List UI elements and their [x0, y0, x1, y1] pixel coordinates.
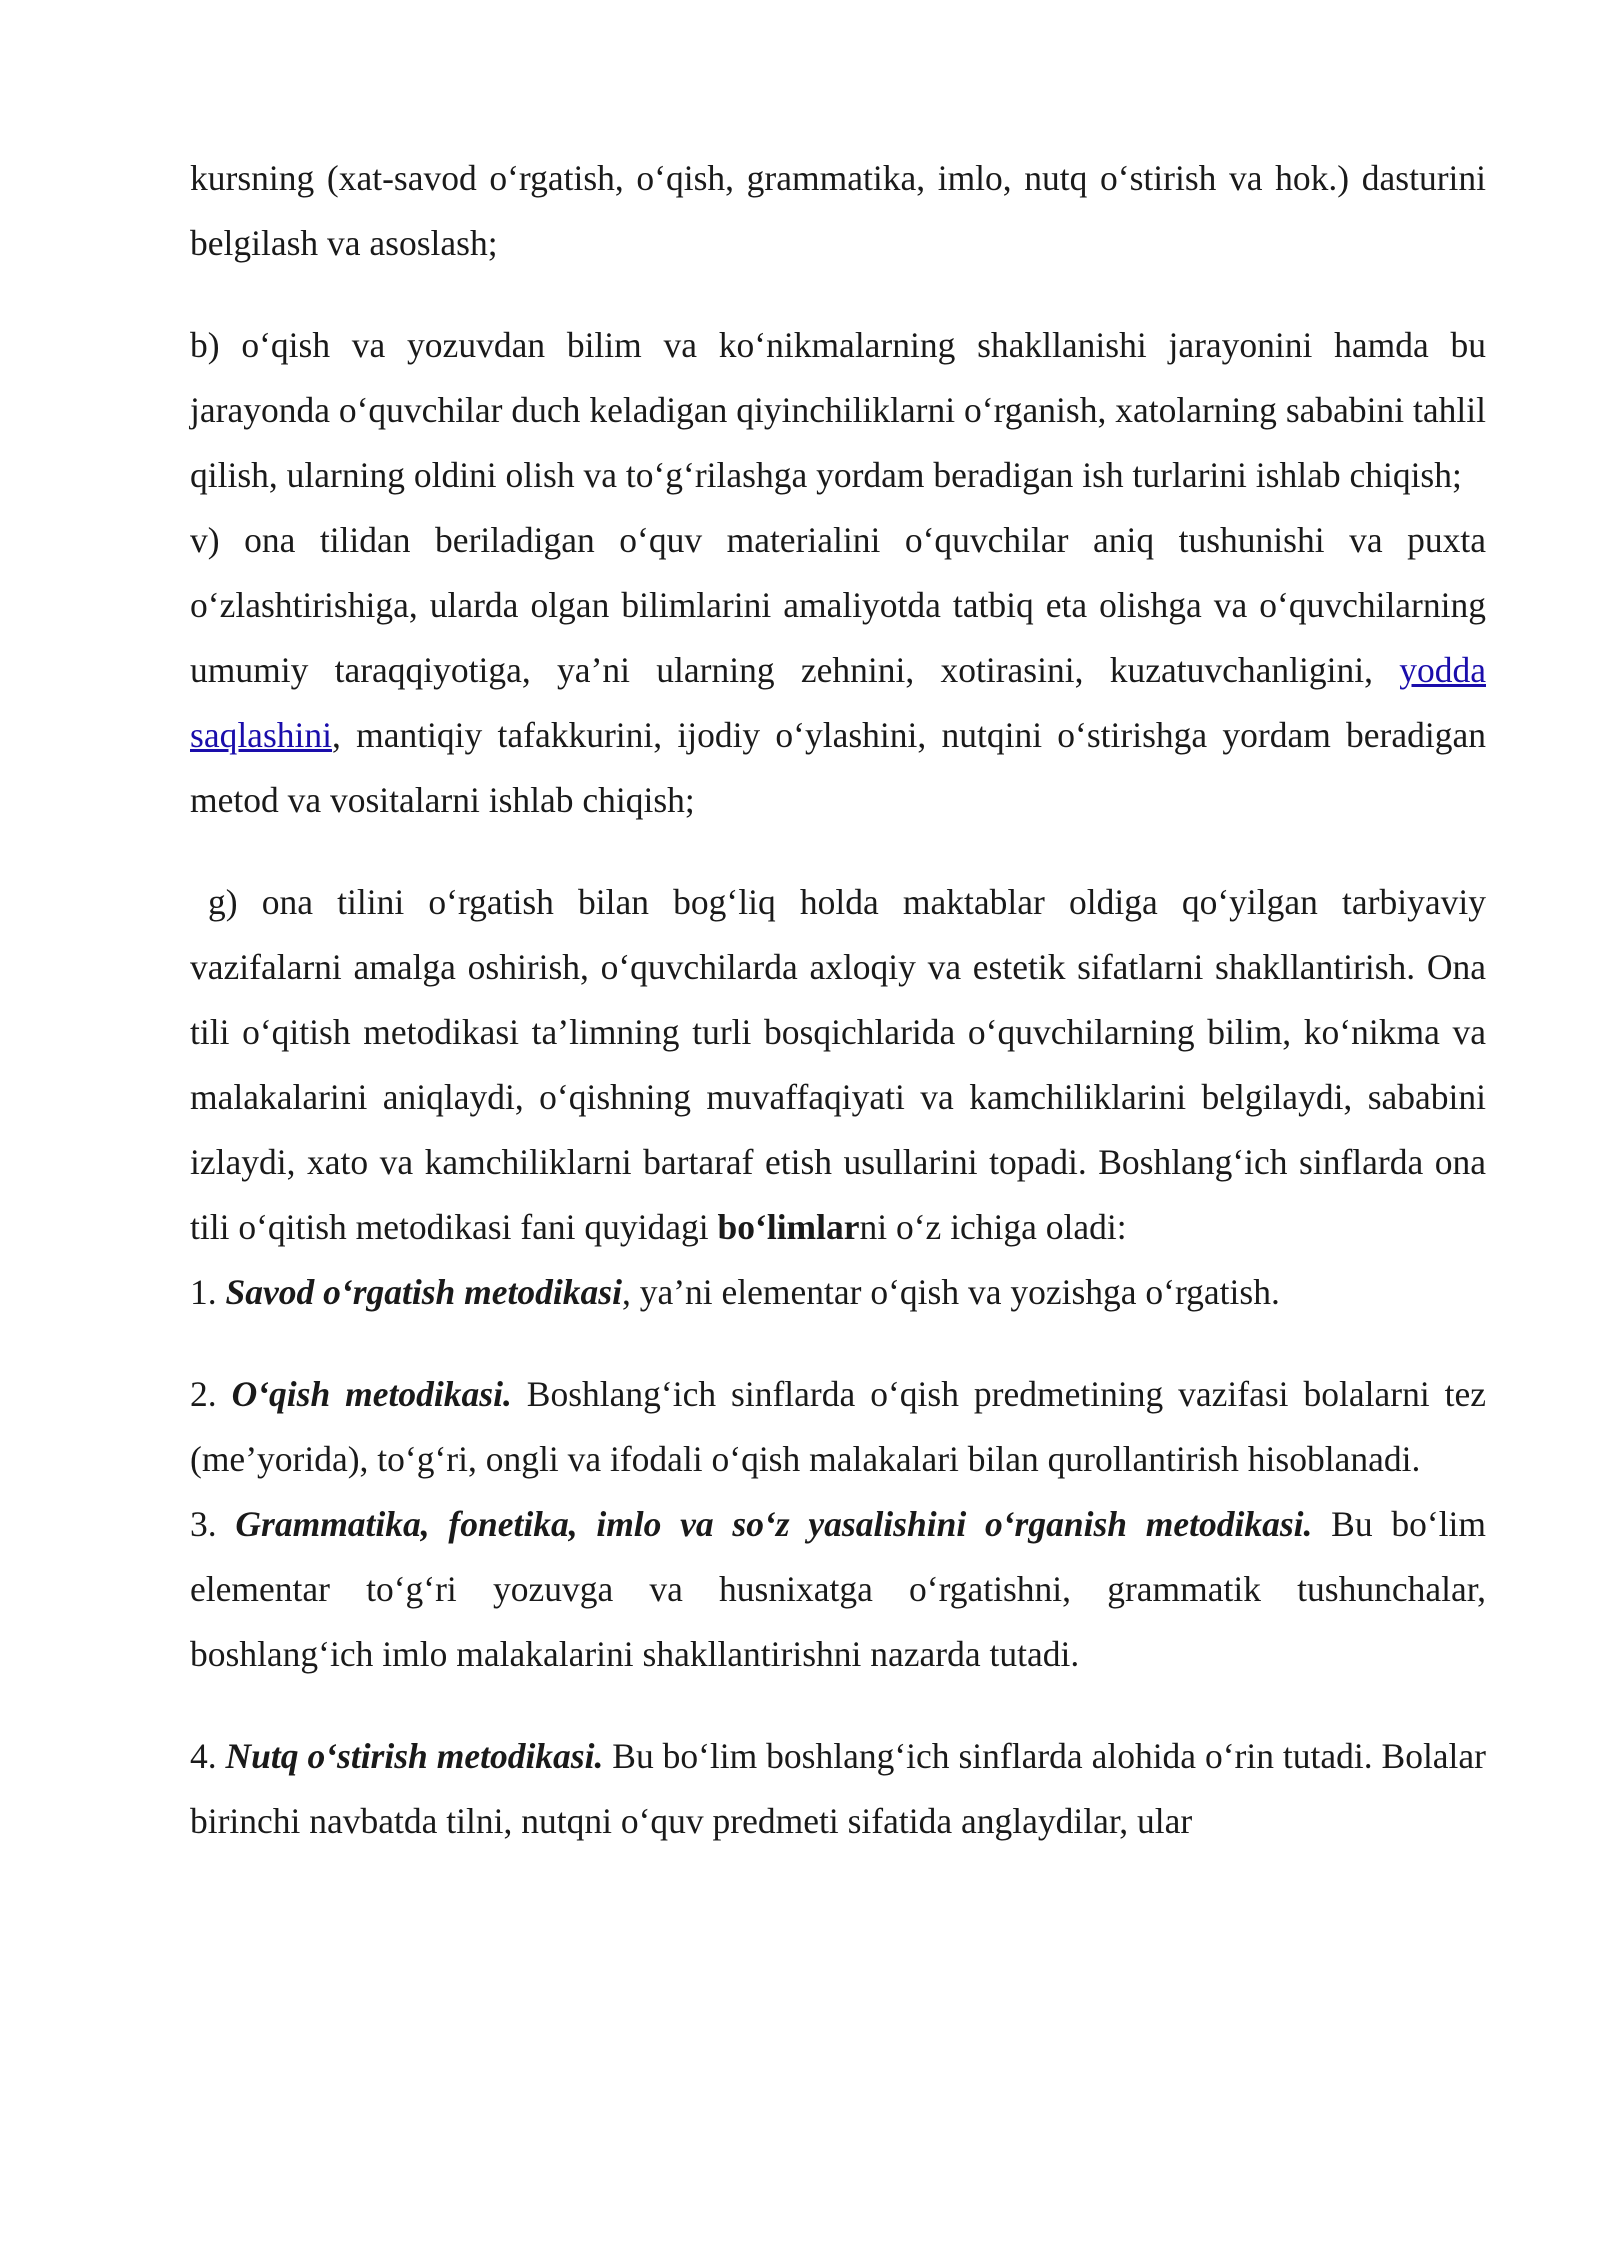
link-yodda-saqlashini[interactable]: yodda saqlashini	[190, 650, 1486, 755]
section-4-title: Nutq o‘stirish metodikasi.	[225, 1736, 604, 1776]
paragraph-v	[190, 508, 1486, 833]
section-2-number: 2.	[190, 1374, 232, 1414]
paragraph-v-text-2: , mantiqiy tafakkurini, ijodiy o‘ylashini, nutqini o‘stirishga yordam beradigan metod va vositalarni ishlab chiqish;	[190, 715, 1486, 820]
section-2-title: O‘qish metodikasi.	[231, 1374, 512, 1414]
paragraph-g-text-2: ni o‘z ichiga oladi:	[859, 1207, 1127, 1247]
bold-term-bolimlar: bo‘limlar	[717, 1207, 860, 1247]
section-1-number: 1.	[190, 1272, 226, 1312]
paragraph-b: b) o‘qish va yozuvdan bilim va ko‘nikmalarning shakllanishi jarayonini hamda bu jarayonda o‘quvchilar duch keladigan qiyinchiliklarni o‘rganish, xatolarning sababini tahlil qilish, ularning oldini olish va to‘g‘rilashga yordam beradigan ish turlarini ishlab chiqish;	[190, 325, 1486, 495]
section-1-title: Savod o‘rgatish metodikasi	[225, 1272, 622, 1312]
section-4	[190, 1724, 1486, 1854]
paragraph-g	[190, 870, 1486, 1260]
paragraph-g-text-1: g) ona tilini o‘rgatish bilan bog‘liq holda maktablar oldiga qo‘yilgan tarbiyaviy vazifalarni amalga oshirish, o‘quvchilarda axloqiy va estetik sifatlarni shakllantirish. Ona tili o‘qitish metodikasi ta’limning turli bosqichlarida o‘quvchilarning bilim, ko‘nikma va malakalarini aniqlaydi, o‘qishning muvaffaqiyati va kamchiliklarini belgilaydi, sababini izlaydi, xato va kamchiliklarni bartaraf etish usullarini topadi. Boshlang‘ich sinflarda ona tili o‘qitish metodikasi fani quyidagi	[190, 882, 1486, 1247]
section-3	[190, 1492, 1486, 1687]
paragraph-course-program: kursning (xat-savod o‘rgatish, o‘qish, grammatika, imlo, nutq o‘stirish va hok.) dasturini belgilash va asoslash;	[190, 158, 1486, 263]
section-3-text: Bu bo‘lim elementar to‘g‘ri yozuvga va husnixatga o‘rgatishni, grammatik tushunchalar, boshlang‘ich imlo malakalarini shakllantirishni nazarda tutadi.	[190, 1504, 1486, 1674]
section-4-text: Bu bo‘lim boshlang‘ich sinflarda alohida o‘rin tutadi. Bolalar birinchi navbatda tilni, nutqni o‘quv predmeti sifatida anglaydilar, ular	[190, 1736, 1487, 1841]
section-1	[190, 1260, 1486, 1325]
section-1-text: , ya’ni elementar o‘qish va yozishga o‘rgatish.	[621, 1272, 1280, 1312]
section-2-text: Boshlang‘ich sinflarda o‘qish predmetining vazifasi bolalarni tez (me’yorida), to‘g‘ri, ongli va ifodali o‘qish malakalari bilan qurollantirish hisoblanadi.	[190, 1374, 1487, 1479]
section-3-number: 3.	[190, 1504, 236, 1544]
section-4-number: 4.	[190, 1736, 226, 1776]
section-2	[190, 1362, 1486, 1492]
section-3-title: Grammatika, fonetika, imlo va so‘z yasalishini o‘rganish metodikasi.	[235, 1504, 1313, 1544]
paragraph-v-text-1: v) ona tilidan beriladigan o‘quv materialini o‘quvchilar aniq tushunishi va puxta o‘zlashtirishiga, ularda olgan bilimlarini amaliyotda tatbiq eta olishga va o‘quvchilarning umumiy taraqqiyotiga, ya’ni ularning zehnini, xotirasini, kuzatuvchanligini,	[190, 520, 1486, 690]
